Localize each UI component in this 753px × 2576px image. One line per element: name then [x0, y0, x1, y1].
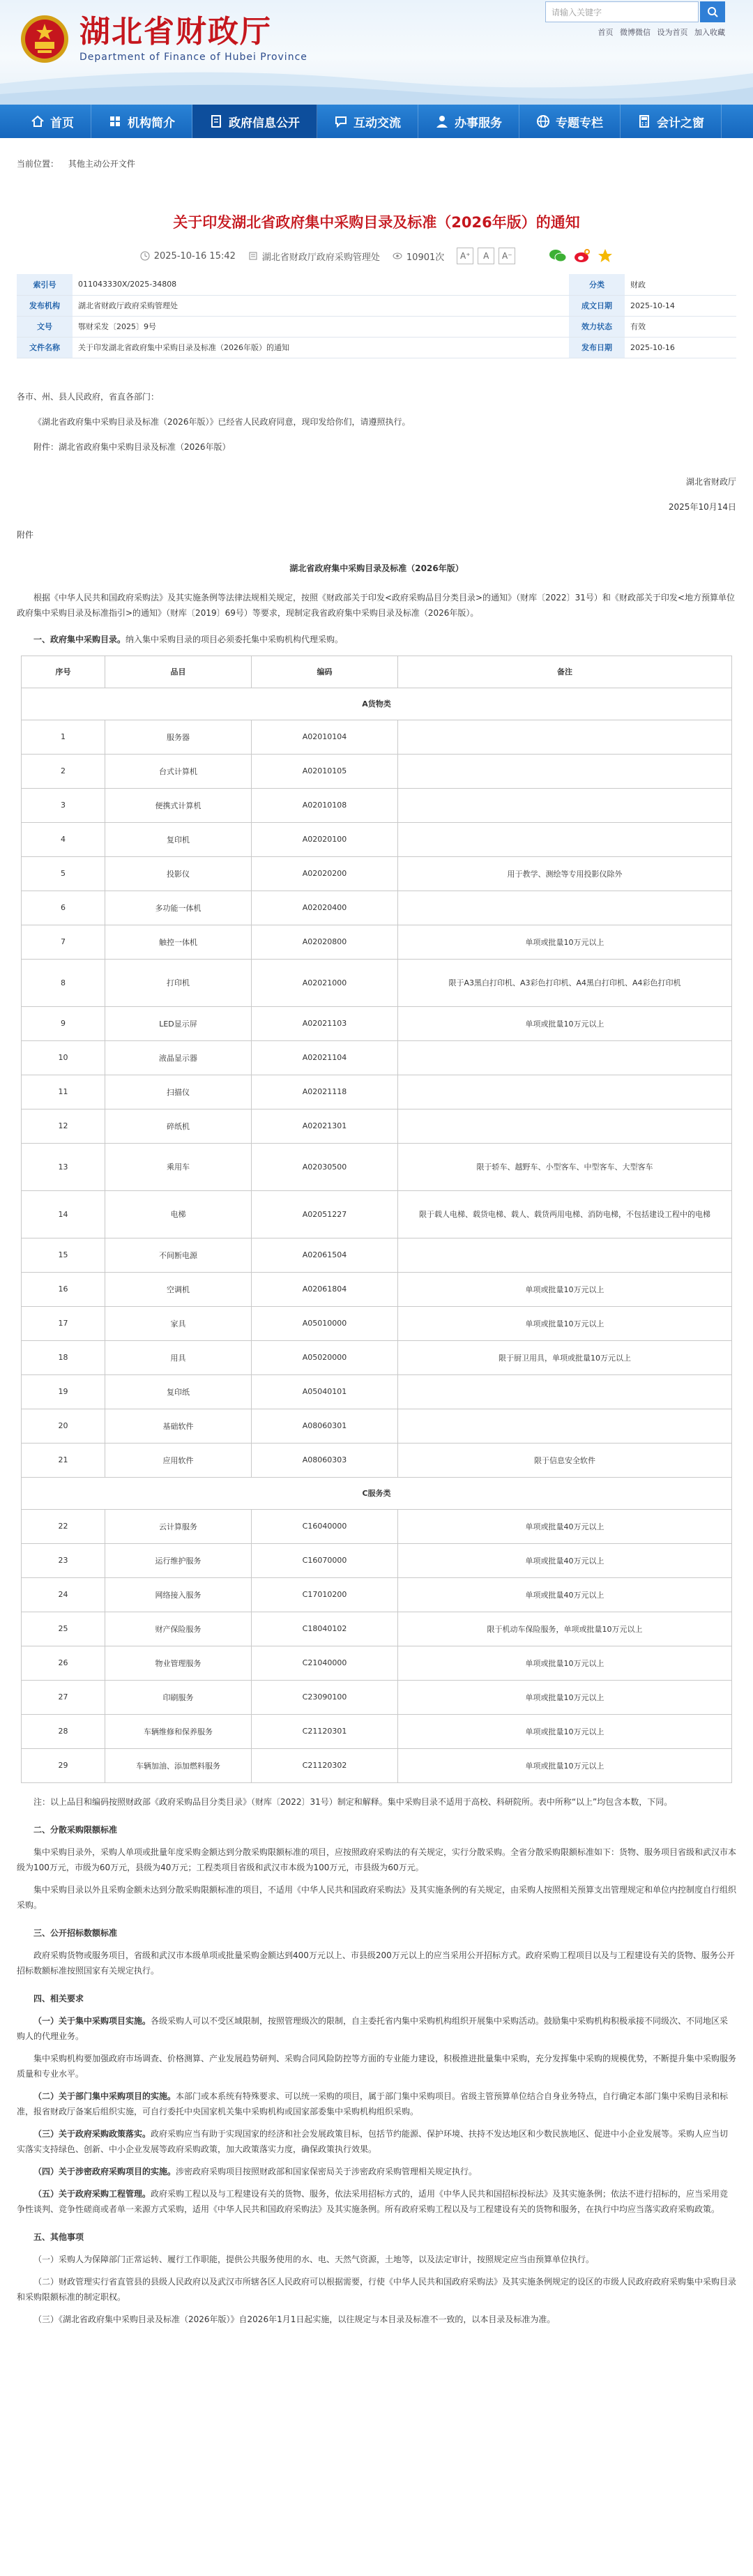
cell-code: A02030500: [252, 1143, 398, 1190]
cell-item: 用具: [105, 1340, 252, 1374]
requirement-4-text: 涉密政府采购项目按照财政部和国家保密局关于涉密政府采购管理相关规定执行。: [176, 2166, 478, 2176]
grid-icon: [108, 114, 122, 128]
table-row: [22, 1340, 732, 1374]
font-smaller-button[interactable]: A⁻: [499, 248, 515, 264]
cell-note: 单项或批量10万元以上: [398, 1306, 732, 1340]
table-row: [22, 754, 732, 788]
font-size-controls: [457, 248, 515, 264]
document-info-table: [17, 274, 736, 358]
person-icon: [435, 114, 449, 128]
cell-code: C16040000: [252, 1509, 398, 1543]
cell-item: 网络接入服务: [105, 1577, 252, 1612]
requirement-1-text-2: 集中采购机构要加强政府市场调查、价格测算、产业发展趋势研判、采购合同风险防控等方面的专业能力建设，积极推进批量集中采购，充分发挥集中采购的规模优势，不断提升集中采购服务质量和专业水平。: [17, 2053, 737, 2079]
cell-item: 台式计算机: [105, 754, 252, 788]
table-row: [22, 1143, 732, 1190]
section-2-heading: 二、分散采购限额标准: [33, 1824, 118, 1835]
cell-item: 液晶显示器: [105, 1040, 252, 1075]
info-value: 2025-10-14: [625, 295, 736, 316]
salutation: 各市、州、县人民政府，省直各部门：: [17, 391, 160, 402]
cell-note: [398, 1075, 732, 1109]
chat-icon: [334, 114, 348, 128]
site-subtitle: Department of Finance of Hubei Province: [79, 52, 307, 63]
cell-no: 5: [22, 856, 105, 891]
cell-no: 22: [22, 1509, 105, 1543]
breadcrumb-link[interactable]: 其他主动公开文件: [68, 159, 135, 169]
signer: 湖北省财政厅: [685, 476, 736, 487]
info-label: 文号: [17, 316, 73, 337]
table-row: [22, 1612, 732, 1646]
requirement-3-title: （三）关于政府采购政策落实。: [33, 2128, 151, 2139]
cell-item: 空调机: [105, 1272, 252, 1306]
table-row: [22, 1646, 732, 1680]
col-header-item: 品目: [105, 656, 252, 688]
category-row-goods: [22, 688, 732, 720]
cell-code: C21120301: [252, 1714, 398, 1748]
cell-no: 23: [22, 1543, 105, 1577]
attachment-line[interactable]: 附件：湖北省政府集中采购目录及标准（2026年版）: [33, 441, 231, 452]
table-row: [22, 1238, 732, 1272]
cell-code: A02020800: [252, 925, 398, 959]
nav-label: 专题专栏: [556, 116, 603, 130]
info-label: 发布机构: [17, 295, 73, 316]
cell-note: 单项或批量40万元以上: [398, 1509, 732, 1543]
cell-no: 21: [22, 1443, 105, 1477]
cell-no: 1: [22, 720, 105, 754]
home-icon: [31, 114, 45, 128]
requirement-3: [17, 2126, 736, 2157]
breadcrumb: [0, 138, 753, 169]
globe-icon: [536, 114, 550, 128]
cell-no: 9: [22, 1006, 105, 1040]
info-label: 发布日期: [569, 337, 625, 358]
cell-item: 家具: [105, 1306, 252, 1340]
cell-no: 4: [22, 822, 105, 856]
table-row: [22, 1109, 732, 1143]
cell-code: A02021301: [252, 1109, 398, 1143]
section-1-text: 纳入集中采购目录的项目必须委托集中采购机构代理采购。: [126, 634, 344, 644]
search-input[interactable]: 请输入关键字: [545, 1, 699, 22]
cell-note: 限于载人电梯、载货电梯、载人、载货两用电梯、消防电梯，不包括建设工程中的电梯: [398, 1190, 732, 1238]
info-label: 文件名称: [17, 337, 73, 358]
info-value: 011043330X/2025-34808: [73, 274, 569, 295]
info-row: [17, 316, 736, 337]
article-source: [248, 250, 380, 263]
doc-title: 湖北省政府集中采购目录及标准（2026年版）: [289, 563, 464, 573]
clock-icon: [140, 251, 150, 261]
requirement-4-title: （四）关于涉密政府采购项目的实施。: [33, 2166, 176, 2176]
source-icon: [248, 251, 258, 261]
other-item-2: （二）财政管理实行省直管县的县级人民政府以及武汉市所辖各区人民政府可以根据需要，行使《中华人民共和国政府采购法》及其实施条例规定的设区的市级人民政府政府采购集中采购目录和采购限额标准的制定职权。: [17, 2276, 737, 2302]
nav-item-interaction[interactable]: [317, 105, 418, 138]
attachment-label: 附件: [17, 529, 34, 540]
cell-item: 扫描仪: [105, 1075, 252, 1109]
category-label: A货物类: [22, 688, 732, 720]
cell-item: 电梯: [105, 1190, 252, 1238]
col-header-no: 序号: [22, 656, 105, 688]
table-note: 注：以上品目和编码按照财政部《政府采购品目分类目录》（财库〔2022〕31号）制定和解释。集中采购目录不适用于高校、科研院所。表中所称“以上”均包含本数，下同。: [33, 1796, 673, 1807]
cell-no: 11: [22, 1075, 105, 1109]
cell-item: 财产保险服务: [105, 1612, 252, 1646]
nav-item-topics[interactable]: [519, 105, 621, 138]
nav-item-home[interactable]: [14, 105, 91, 138]
site-title: 湖北省财政厅: [79, 13, 272, 50]
cell-item: 运行维护服务: [105, 1543, 252, 1577]
nav-label: 首页: [50, 116, 74, 130]
nav-label: 会计之窗: [657, 116, 704, 130]
info-row: [17, 337, 736, 358]
nav-label: 互动交流: [353, 116, 401, 130]
info-label: 分类: [569, 274, 625, 295]
service-rows: [22, 1509, 732, 1782]
cell-code: A05040101: [252, 1374, 398, 1409]
nav-item-accounting[interactable]: [621, 105, 722, 138]
national-emblem-icon: [20, 14, 70, 64]
cell-item: 印刷服务: [105, 1680, 252, 1714]
table-row: [22, 925, 732, 959]
nav-label: 政府信息公开: [229, 116, 300, 130]
cell-note: 单项或批量40万元以上: [398, 1543, 732, 1577]
cell-no: 25: [22, 1612, 105, 1646]
table-row: [22, 1443, 732, 1477]
cell-no: 20: [22, 1409, 105, 1443]
other-item-3: （三）《湖北省政府集中采购目录及标准（2026年版）》自2026年1月1日起实施，以往规定与本目录及标准不一致的，以本目录及标准为准。: [33, 2314, 556, 2324]
cell-note: 单项或批量10万元以上: [398, 1714, 732, 1748]
site-header: [0, 0, 753, 105]
info-label: 效力状态: [569, 316, 625, 337]
cell-code: A02020100: [252, 822, 398, 856]
publish-date-text: 2025-10-16 15:42: [153, 250, 236, 262]
search-button[interactable]: [700, 1, 725, 22]
cell-item: 乘用车: [105, 1143, 252, 1190]
cell-note: [398, 891, 732, 925]
section-3-text: 政府采购货物或服务项目，省级和武汉市本级单项或批量采购金额达到400万元以上、市县级200万元以上的应当采用公开招标方式。政府采购工程项目以及与工程建设有关的货物、服务公开招标数额标准按照国家有关规定执行。: [17, 1950, 735, 1976]
requirement-2-title: （二）关于部门集中采购项目的实施。: [33, 2091, 176, 2101]
cell-item: 不间断电源: [105, 1238, 252, 1272]
table-row: [22, 1374, 732, 1409]
cell-note: [398, 754, 732, 788]
cell-code: C16070000: [252, 1543, 398, 1577]
cell-no: 12: [22, 1109, 105, 1143]
cell-no: 26: [22, 1646, 105, 1680]
cell-code: C17010200: [252, 1577, 398, 1612]
eye-icon: [393, 251, 402, 261]
cell-code: C18040102: [252, 1612, 398, 1646]
breadcrumb-label: 当前位置：: [17, 159, 59, 169]
cell-item: 物业管理服务: [105, 1646, 252, 1680]
cell-item: 应用软件: [105, 1443, 252, 1477]
table-row: [22, 1543, 732, 1577]
cell-item: 云计算服务: [105, 1509, 252, 1543]
requirement-1: [17, 2013, 736, 2044]
cell-no: 29: [22, 1748, 105, 1782]
cell-code: C21120302: [252, 1748, 398, 1782]
cell-note: 限于厨卫用具，单项或批量10万元以上: [398, 1340, 732, 1374]
requirement-5-text: 政府采购工程以及与工程建设有关的货物、服务，依法采用招标方式的，适用《中华人民共和国招标投标法》及其实施条例；依法不进行招标的，应当采用竞争性谈判、竞争性磋商或者单一来源方式采购，适用《中华人民共和国政府采购法》及其实施条例。所有政府采购工程以及与工程建设有关的货物和服务，在执行中均应当落实政府采购政策。: [17, 2188, 729, 2214]
cell-code: A02061504: [252, 1238, 398, 1272]
requirement-5: [17, 2186, 736, 2217]
info-label: 成文日期: [569, 295, 625, 316]
table-row: [22, 822, 732, 856]
cell-no: 15: [22, 1238, 105, 1272]
table-row: [22, 1509, 732, 1543]
article-title: 关于印发湖北省政府集中采购目录及标准（2026年版）的通知: [173, 214, 580, 231]
cell-note: 用于教学、测绘等专用投影仪除外: [398, 856, 732, 891]
cell-item: 基础软件: [105, 1409, 252, 1443]
nav-label: 办事服务: [455, 116, 502, 130]
cell-item: 车辆加油、添加燃料服务: [105, 1748, 252, 1782]
top-link-set-home[interactable]: 设为首页: [657, 28, 688, 37]
requirement-1-text: 各级采购人可以不受区域限制，按照管理级次的限制，自主委托省内集中采购机构组织开展集中采购活动。鼓励集中采购机构积极承接不同级次、不同地区采购人的代理业务。: [17, 2015, 729, 2041]
view-count: [393, 250, 444, 263]
cell-code: A02051227: [252, 1190, 398, 1238]
requirement-2: [17, 2089, 736, 2119]
cell-no: 27: [22, 1680, 105, 1714]
table-row: [22, 1040, 732, 1075]
cell-note: 单项或批量10万元以上: [398, 1006, 732, 1040]
cell-no: 18: [22, 1340, 105, 1374]
table-row: [22, 720, 732, 754]
top-link-weibo-wechat[interactable]: 微博微信: [620, 28, 651, 37]
table-row: [22, 1190, 732, 1238]
section-2-text-1: 集中采购目录外，采购人单项或批量年度采购金额达到分散采购限额标准的项目，应按照政府采购法的有关规定，实行分散采购。全省分散采购限额标准如下：货物、服务项目省级和武汉市本级为100万元，市级为60万元，县级为40万元；工程类项目省级和武汉市本级为100万元，市县级为60万元。: [17, 1847, 737, 1872]
cell-note: [398, 822, 732, 856]
info-row: [17, 295, 736, 316]
cell-code: A08060303: [252, 1443, 398, 1477]
cell-item: 车辆维修和保养服务: [105, 1714, 252, 1748]
top-link-bookmark[interactable]: 加入收藏: [694, 28, 725, 37]
info-value: 2025-10-16: [625, 337, 736, 358]
font-larger-button[interactable]: A⁺: [457, 248, 473, 264]
cell-no: 24: [22, 1577, 105, 1612]
col-header-code: 编码: [252, 656, 398, 688]
nav-label: 机构简介: [128, 116, 175, 130]
cell-code: A05010000: [252, 1306, 398, 1340]
cell-note: [398, 1040, 732, 1075]
table-row: [22, 1006, 732, 1040]
table-row: [22, 1409, 732, 1443]
cell-no: 8: [22, 959, 105, 1006]
catalog-table: [21, 656, 732, 1783]
intro-paragraph: 《湖北省政府集中采购目录及标准（2026年版）》已经省人民政府同意，现印发给你们，请遵照执行。: [33, 416, 411, 427]
cell-code: A02010105: [252, 754, 398, 788]
other-item-1: （一）采购人为保障部门正常运转、履行工作职能，提供公共服务使用的水、电、天然气资源，土地等，以及法定审计，按照规定应当由预算单位执行。: [33, 2254, 595, 2264]
requirement-2-text: 本部门或本系统有特殊要求、可以统一采购的项目，属于部门集中采购项目。省级主管预算单位结合自身业务特点，自行确定本部门集中采购目录和标准，报省财政厅备案后组织实施，可自行委托中央国家机关集中采购机构或国家部委集中采购机构组织采购。: [17, 2091, 729, 2116]
share-bar: [549, 248, 613, 264]
cell-item: 打印机: [105, 959, 252, 1006]
top-link-home[interactable]: 首页: [598, 28, 614, 37]
cell-note: [398, 1409, 732, 1443]
cell-no: 7: [22, 925, 105, 959]
section-2-text-2: 集中采购目录以外且采购金额未达到分散采购限额标准的项目，不适用《中华人民共和国政府采购法》及其实施条例的有关规定，由采购人按照相关预算支出管理规定和单位内控制度自行组织采购。: [17, 1884, 737, 1910]
category-row-services: [22, 1477, 732, 1509]
cell-no: 17: [22, 1306, 105, 1340]
cell-no: 16: [22, 1272, 105, 1306]
section-1: [17, 632, 736, 647]
col-header-note: 备注: [398, 656, 732, 688]
publish-date: [140, 251, 236, 262]
cell-no: 2: [22, 754, 105, 788]
cell-no: 19: [22, 1374, 105, 1409]
cell-code: A05020000: [252, 1340, 398, 1374]
requirement-1-title: （一）关于集中采购项目实施。: [33, 2015, 151, 2026]
nav-item-about[interactable]: [91, 105, 192, 138]
cell-note: 限于A3黑白打印机、A3彩色打印机、A4黑白打印机、A4彩色打印机: [398, 959, 732, 1006]
nav-item-gov-info[interactable]: [192, 105, 317, 138]
requirement-3-text: 政府采购应当有助于实现国家的经济和社会发展政策目标，包括节约能源、保护环境、扶持不发达地区和少数民族地区、促进中小企业发展等。采购人应当切实落实支持绿色、创新、中小企业发展等政府采购政策，加大政策落实力度，确保政策执行效果。: [17, 2128, 729, 2154]
cell-no: 10: [22, 1040, 105, 1075]
table-row: [22, 1272, 732, 1306]
cell-no: 13: [22, 1143, 105, 1190]
table-row: [22, 1714, 732, 1748]
cell-code: A02021000: [252, 959, 398, 1006]
info-label: 索引号: [17, 274, 73, 295]
table-row: [22, 788, 732, 822]
info-value: 有效: [625, 316, 736, 337]
table-row: [22, 891, 732, 925]
cell-no: 3: [22, 788, 105, 822]
cell-note: 限于轿车、越野车、小型客车、中型客车、大型客车: [398, 1143, 732, 1190]
cell-code: A02061804: [252, 1272, 398, 1306]
info-row: [17, 274, 736, 295]
favorite-star-icon[interactable]: [598, 248, 613, 264]
table-row: [22, 1577, 732, 1612]
cell-code: A02020400: [252, 891, 398, 925]
info-value: 湖北省财政厅政府采购管理处: [73, 295, 569, 316]
nav-item-services[interactable]: [418, 105, 519, 138]
table-row: [22, 1075, 732, 1109]
article-source-text: 湖北省财政厅政府采购管理处: [261, 252, 380, 263]
section-5-heading: 五、其他事项: [33, 2232, 84, 2242]
info-value: 财政: [625, 274, 736, 295]
view-count-text: 10901次: [406, 252, 445, 263]
wechat-share-icon[interactable]: [549, 248, 567, 264]
section-1-heading: 一、政府集中采购目录。: [33, 634, 126, 644]
cell-no: 6: [22, 891, 105, 925]
cell-note: 单项或批量10万元以上: [398, 1748, 732, 1782]
info-value: 关于印发湖北省政府集中采购目录及标准（2026年版）的通知: [73, 337, 569, 358]
catalog-header-row: [22, 656, 732, 688]
cell-note: [398, 1374, 732, 1409]
cell-note: 单项或批量10万元以上: [398, 1646, 732, 1680]
cell-item: 服务器: [105, 720, 252, 754]
cell-code: C23090100: [252, 1680, 398, 1714]
sign-date: 2025年10月14日: [668, 501, 736, 512]
weibo-share-icon[interactable]: [574, 248, 591, 264]
calculator-icon: [637, 114, 651, 128]
cell-code: A02010108: [252, 788, 398, 822]
cell-note: [398, 788, 732, 822]
site-logo[interactable]: [20, 14, 307, 64]
cell-code: A02010104: [252, 720, 398, 754]
cell-note: [398, 1238, 732, 1272]
requirement-4: [17, 2164, 736, 2179]
cell-item: 复印机: [105, 822, 252, 856]
table-row: [22, 959, 732, 1006]
cell-note: 单项或批量10万元以上: [398, 925, 732, 959]
cell-item: 复印纸: [105, 1374, 252, 1409]
cell-note: 限于机动车保险服务，单项或批量10万元以上: [398, 1612, 732, 1646]
info-value: 鄂财采发〔2025〕9号: [73, 316, 569, 337]
document-icon: [209, 114, 223, 128]
top-links: [594, 26, 726, 38]
cell-code: C21040000: [252, 1646, 398, 1680]
article-body: [0, 389, 753, 647]
cell-code: A08060301: [252, 1409, 398, 1443]
cell-note: 单项或批量10万元以上: [398, 1272, 732, 1306]
cell-note: [398, 1109, 732, 1143]
cell-note: 限于信息安全软件: [398, 1443, 732, 1477]
cell-no: 28: [22, 1714, 105, 1748]
category-label: C服务类: [22, 1477, 732, 1509]
basis-paragraph: 根据《中华人民共和国政府采购法》及其实施条例等法律法规相关规定，按照《财政部关于印发<政府采购品目分类目录>的通知》（财库〔2022〕31号）和《财政部关于印发<地方预算单位政府集中采购目录及标准指引>的通知》（财库〔2019〕69号）等要求，现制定我省政府集中采购目录及标准（2026年版）。: [17, 592, 735, 618]
cell-code: A02021118: [252, 1075, 398, 1109]
article-body-continued: [0, 1794, 753, 2327]
cell-item: 触控一体机: [105, 925, 252, 959]
section-4-heading: 四、相关要求: [33, 1993, 84, 2003]
search-icon: [707, 6, 718, 17]
font-normal-button[interactable]: A: [478, 248, 494, 264]
article-meta: [0, 248, 753, 264]
table-row: [22, 1748, 732, 1782]
section-3-heading: 三、公开招标数额标准: [33, 1927, 118, 1938]
requirement-5-title: （五）关于政府采购工程管理。: [33, 2188, 151, 2199]
cell-item: 便携式计算机: [105, 788, 252, 822]
cell-no: 14: [22, 1190, 105, 1238]
cell-code: A02021103: [252, 1006, 398, 1040]
cell-note: 单项或批量40万元以上: [398, 1577, 732, 1612]
cell-note: 单项或批量10万元以上: [398, 1680, 732, 1714]
cell-item: 多功能一体机: [105, 891, 252, 925]
cell-note: [398, 720, 732, 754]
cell-item: 碎纸机: [105, 1109, 252, 1143]
table-row: [22, 1306, 732, 1340]
table-row: [22, 1680, 732, 1714]
main-nav: [0, 105, 753, 138]
cell-item: LED显示屏: [105, 1006, 252, 1040]
cell-code: A02020200: [252, 856, 398, 891]
goods-rows: [22, 720, 732, 1477]
table-row: [22, 856, 732, 891]
cell-code: A02021104: [252, 1040, 398, 1075]
cell-item: 投影仪: [105, 856, 252, 891]
